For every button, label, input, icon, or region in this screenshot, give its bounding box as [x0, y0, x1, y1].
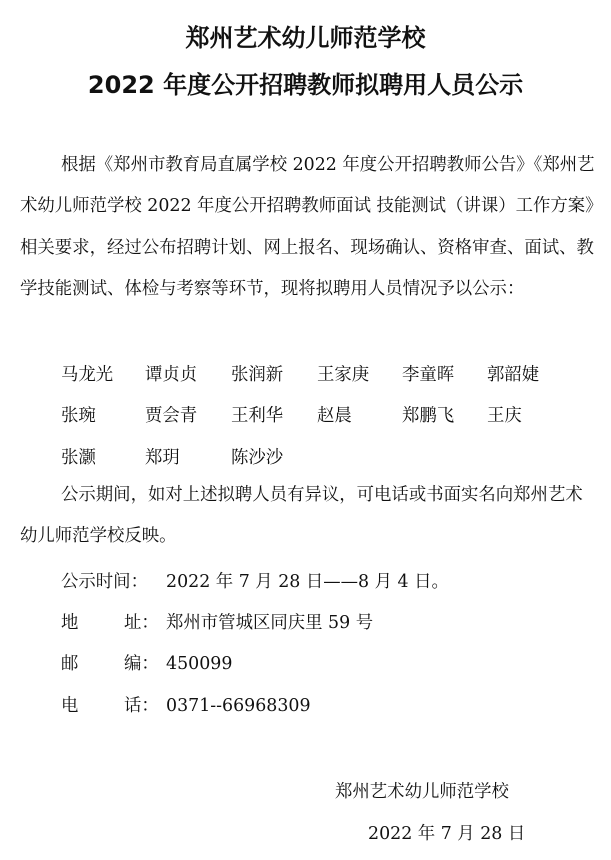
title-line-2: 2022 年度公开招聘教师拟聘用人员公示 — [87, 71, 524, 99]
postcode-label-start: 邮 — [61, 654, 79, 674]
address-label-start: 地 — [61, 613, 79, 633]
name: 郑玥 — [145, 447, 180, 468]
name: 赵晨 — [317, 406, 352, 427]
name: 张灏 — [61, 447, 96, 468]
address-label-end: 址： — [124, 613, 159, 633]
telephone-label-end: 话： — [124, 696, 159, 716]
name: 马龙光 — [61, 365, 114, 385]
name: 陈沙沙 — [231, 447, 284, 468]
name: 谭贞贞 — [145, 365, 198, 385]
name: 郭韶婕 — [487, 365, 540, 385]
postcode-label-end: 编： — [124, 654, 159, 674]
telephone-label-start: 电 — [61, 696, 79, 716]
postcode-value: 450099 — [166, 654, 233, 674]
objection-paragraph-text: 公示期间，如对上述拟聘人员有异议，可电话或书面实名向郑州艺术幼儿师范学校反映。 — [20, 485, 583, 547]
name: 李童晖 — [402, 365, 455, 385]
address-value: 郑州市管城区同庆里 59 号 — [166, 613, 374, 633]
intro-paragraph-text: 根据《郑州市教育局直属学校 2022 年度公开招聘教师公告》《郑州艺术幼儿师范学校 2022 年度公开招聘教师面试 技能测试（讲课）工作方案》相关要求，经过公布招聘计划、网上报名、现场确认、资格审查、面试、教学技能测试、体检与考察等环节，现将拟聘用人员情况予以公示： — [20, 155, 595, 299]
objection-paragraph — [20, 475, 600, 558]
telephone-value: 0371--66968309 — [166, 696, 311, 716]
signature-organization: 郑州艺术幼儿师范学校 — [335, 782, 509, 802]
name: 郑鹏飞 — [402, 406, 455, 427]
name: 贾会青 — [145, 406, 198, 427]
notice-period-value: 2022 年 7 月 28 日——8 月 4 日。 — [166, 572, 449, 592]
name: 王家庚 — [317, 365, 370, 385]
title-line-1: 郑州艺术幼儿师范学校 — [185, 24, 426, 52]
name: 王利华 — [231, 406, 284, 427]
signature-date: 2022 年 7 月 28 日 — [368, 824, 526, 844]
name: 张润新 — [231, 365, 284, 385]
name: 王庆 — [487, 406, 522, 427]
notice-period-label: 公示时间： — [61, 572, 148, 592]
name: 张琬 — [61, 406, 96, 427]
intro-paragraph — [20, 145, 600, 310]
